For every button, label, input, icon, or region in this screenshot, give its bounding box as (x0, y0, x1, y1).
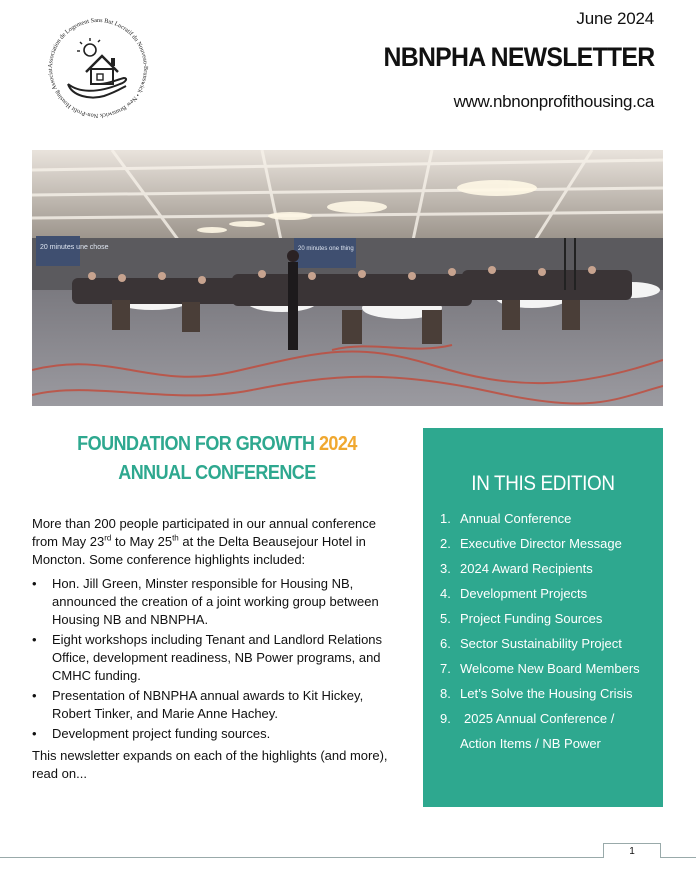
list-item: • Presentation of NBNPHA annual awards to Kit Hickey, Robert Tinker, and Marie Anne Hachey. (32, 687, 402, 723)
toc-item[interactable]: 6. Sector Sustainability Project (440, 636, 622, 651)
closing-paragraph: This newsletter expands on each of the highlights (and more), read on... (32, 748, 388, 781)
screen-right-text: 20 minutes one thing (298, 246, 354, 252)
article-heading (51, 430, 384, 488)
newsletter-title: NBNPHA NEWSLETTER (383, 42, 654, 72)
heading-line2: ANNUAL CONFERENCE (118, 462, 316, 484)
svg-text:Association de Logement Sans B (42, 12, 149, 119)
article-body (32, 515, 402, 783)
toc-item[interactable]: 2. Executive Director Message (440, 536, 622, 551)
conference-photo (32, 150, 663, 406)
list-item: • Eight workshops including Tenant and Landlord Relations Office, development readiness, NB Power programs, and CMHC funding. (32, 631, 402, 685)
toc-item[interactable]: 7. Welcome New Board Members (440, 661, 640, 676)
toc-item[interactable]: 4. Development Projects (440, 586, 588, 601)
highlights-list (32, 575, 402, 743)
toc-title: IN THIS EDITION (471, 472, 615, 495)
toc-item[interactable]: Action Items / NB Power (460, 736, 601, 751)
toc-item[interactable]: 3. 2024 Award Recipients (440, 561, 593, 576)
toc-item[interactable]: 9. 2025 Annual Conference / (440, 711, 615, 726)
issue-date: June 2024 (576, 9, 654, 28)
toc-item[interactable]: 5. Project Funding Sources (440, 611, 603, 626)
in-this-edition-box (423, 428, 663, 807)
toc-list (423, 506, 663, 756)
footer-divider (0, 857, 696, 858)
website-url[interactable]: www.nbnonprofithousing.ca (453, 92, 654, 111)
toc-item[interactable]: 1. Annual Conference (440, 511, 572, 526)
heading-year: 2024 (318, 433, 357, 455)
page-number: 1 (603, 843, 661, 858)
intro-paragraph: More than 200 people participated in our annual conference from May 23rd to May 25th at the Delta Beausejour Hotel in Moncton. Some conference highlights included: (32, 516, 377, 567)
screen-left-text: 20 minutes une chose (40, 244, 109, 251)
heading-line1: FOUNDATION FOR GROWTH (77, 433, 319, 455)
list-item: • Development project funding sources. (32, 725, 402, 743)
list-item: • Hon. Jill Green, Minster responsible for Housing NB, announced the creation of a joint working group between Housing NB and NBNPHA. (32, 575, 402, 629)
nbnpha-logo (42, 12, 154, 124)
logo-text: Association de Logement Sans But Lucratif du Nouveau-Brunswick • New Brunswick Non-Profit Housing Associat (46, 16, 150, 120)
toc-item[interactable]: 8. Let’s Solve the Housing Crisis (440, 686, 633, 701)
